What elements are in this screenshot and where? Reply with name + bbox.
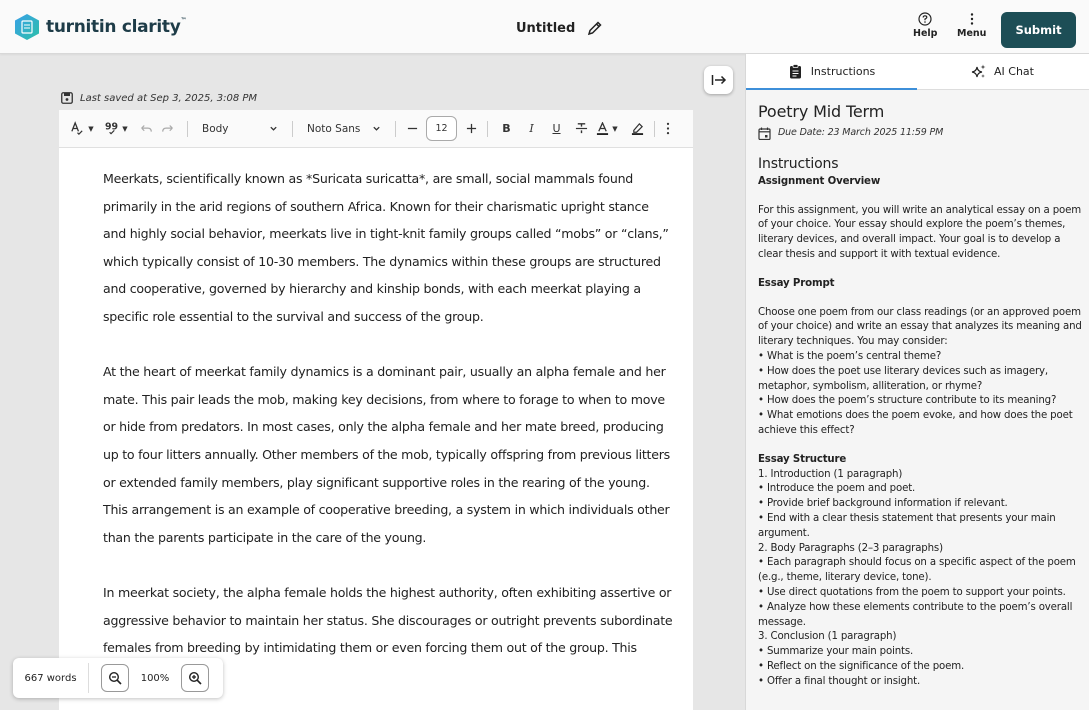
strikethrough-button[interactable] bbox=[569, 117, 594, 141]
spellcheck-icon bbox=[70, 121, 85, 136]
help-label: Help bbox=[913, 28, 938, 39]
overview-heading: Assignment Overview bbox=[758, 175, 881, 187]
structure-line: 2. Body Paragraphs (2–3 paragraphs) bbox=[758, 542, 943, 554]
collapse-panel-button[interactable] bbox=[704, 66, 733, 94]
calendar-icon bbox=[758, 127, 771, 140]
pencil-icon[interactable] bbox=[587, 20, 603, 36]
structure-line: • Offer a final thought or insight. bbox=[758, 675, 921, 687]
menu-button[interactable] bbox=[957, 12, 986, 39]
essay-body[interactable] bbox=[103, 165, 673, 689]
panel-tabs bbox=[746, 54, 1089, 90]
caret-down-icon: ▼ bbox=[612, 124, 618, 133]
save-icon bbox=[61, 92, 73, 104]
structure-heading: Essay Structure bbox=[758, 453, 847, 465]
divider bbox=[88, 663, 89, 693]
bold-icon: B bbox=[502, 122, 511, 135]
due-date-text: Due Date: 23 March 2025 11:59 PM bbox=[778, 127, 944, 138]
toolbar-divider bbox=[487, 121, 488, 137]
structure-line: • Use direct quotations from the poem to support your points. bbox=[758, 586, 1066, 598]
decrease-font-size-button[interactable] bbox=[404, 117, 420, 141]
structure-line: • Each paragraph should focus on a specific aspect of the poem (e.g., theme, literary device, tone). bbox=[758, 557, 1076, 584]
menu-label: Menu bbox=[957, 28, 987, 39]
strikethrough-icon bbox=[575, 122, 588, 135]
help-icon bbox=[918, 12, 932, 26]
toolbar-divider bbox=[187, 121, 188, 137]
top-bar bbox=[0, 0, 1089, 54]
structure-line: • Summarize your main points. bbox=[758, 646, 914, 658]
chevron-down-icon bbox=[269, 124, 278, 133]
zoom-out-button[interactable] bbox=[101, 664, 129, 692]
prompt-heading: Essay Prompt bbox=[758, 277, 835, 289]
text-style-dropdown[interactable] bbox=[196, 117, 278, 141]
italic-button[interactable] bbox=[519, 117, 544, 141]
undo-icon bbox=[139, 122, 153, 136]
toolbar-divider bbox=[292, 121, 293, 137]
zoom-controls bbox=[13, 658, 223, 698]
prompt-bullet: • What emotions does the poem evoke, and how does the poet achieve this effect? bbox=[758, 410, 1073, 436]
essay-paragraph[interactable]: At the heart of meerkat family dynamics is a dominant pair, usually an alpha female and her mate. This pair leads the mob, making key decisions, from where to forage to when to move or hide from predators. In most cases, only the alpha female and her mate breed, producing up to four litters annually. Other members of the mob, typically offspring from previous litters or extended family members, play significant supportive roles in the rearing of the young. This arrangement is an example of cooperative breeding, a system in which individuals other than the parents participate in the care of the young. bbox=[103, 364, 670, 545]
toolbar-divider bbox=[395, 121, 396, 137]
structure-line: • Analyze how these elements contribute to the poem’s overall message. bbox=[758, 601, 1073, 628]
highlighter-icon bbox=[631, 122, 644, 135]
logo-text: turnitin clarity™ bbox=[46, 17, 187, 37]
turnitin-logo-icon bbox=[13, 13, 41, 41]
font-family-value: Noto Sans bbox=[307, 122, 361, 135]
chevron-down-icon bbox=[372, 124, 381, 133]
essay-paragraph[interactable]: In meerkat society, the alpha female holds the highest authority, often exhibiting assertive or aggressive behavior to maintain her status. She discourages or outright prevents subordinate females from breeding by intimidating them or even forcing them out of the group. This bbox=[103, 584, 673, 656]
document-title-text[interactable]: Untitled bbox=[516, 20, 576, 36]
highlight-button[interactable] bbox=[624, 117, 650, 141]
kebab-menu-icon bbox=[965, 12, 979, 26]
last-saved-text: Last saved at Sep 3, 2025, 3:08 PM bbox=[80, 92, 258, 104]
underline-icon: U bbox=[552, 122, 561, 135]
due-date bbox=[758, 126, 1083, 141]
prompt-bullet: • How does the poem’s structure contribute to its meaning? bbox=[758, 395, 1057, 407]
instructions-content bbox=[758, 102, 1083, 690]
tab-label: Instructions bbox=[810, 65, 876, 78]
plus-icon bbox=[466, 123, 477, 134]
side-panel bbox=[745, 54, 1089, 710]
tab-ai-chat[interactable] bbox=[917, 54, 1088, 89]
structure-line: • Reflect on the significance of the poem. bbox=[758, 660, 965, 672]
instructions-heading: Instructions bbox=[758, 155, 839, 172]
bold-button[interactable] bbox=[494, 117, 519, 141]
undo-button[interactable] bbox=[135, 117, 157, 141]
structure-line: • Provide brief background information if relevant. bbox=[758, 498, 1008, 510]
prompt-bullet: • How does the poet use literary devices such as imagery, metaphor, symbolism, alliteration, or rhyme? bbox=[758, 365, 1048, 392]
citation-button[interactable] bbox=[103, 117, 129, 141]
text-color-icon bbox=[596, 122, 609, 135]
sparkles-icon bbox=[971, 64, 986, 79]
zoom-in-button[interactable] bbox=[181, 664, 209, 692]
tab-instructions[interactable] bbox=[746, 54, 917, 89]
italic-icon: I bbox=[529, 122, 534, 135]
increase-font-size-button[interactable] bbox=[463, 117, 479, 141]
quote-check-icon bbox=[104, 121, 119, 136]
prompt-text: Choose one poem from our class readings (or an approved poem of your choice) and write an essay that analyzes its meaning and literary techniques. You may consider: bbox=[758, 306, 1082, 348]
kebab-menu-icon bbox=[666, 122, 670, 135]
editor-toolbar bbox=[59, 110, 693, 148]
caret-down-icon: ▼ bbox=[88, 124, 94, 133]
structure-line: • Introduce the poem and poet. bbox=[758, 483, 916, 495]
svg-text:99: 99 bbox=[105, 121, 119, 133]
overview-text: For this assignment, you will write an analytical essay on a poem of your choice. Your essay should explore the poem’s themes, literary devices, and overall impact. Your goal is to develop a clear thesis and support it with textual evidence. bbox=[758, 204, 1082, 260]
font-family-dropdown[interactable] bbox=[301, 117, 381, 141]
assignment-title: Poetry Mid Term bbox=[758, 102, 885, 121]
structure-line: • End with a clear thesis statement that presents your main argument. bbox=[758, 512, 1056, 539]
logo[interactable] bbox=[13, 13, 186, 41]
document-title[interactable] bbox=[516, 20, 603, 36]
submit-button[interactable]: Submit bbox=[1001, 12, 1076, 48]
essay-paragraph[interactable]: Meerkats, scientifically known as *Suricata suricatta*, are small, social mammals found primarily in the arid regions of southern Africa. Known for their charismatic upright stance and highly social behavior, meerkats live in tight-knit family groups called “mobs” or “clans,” which typically consist of 10-30 members. The dynamics within these groups are structured and cooperative, governed by hierarchy and kinship bonds, with each meerkat playing a specific role essential to the survival and success of the group. bbox=[103, 171, 669, 324]
text-style-value: Body bbox=[202, 122, 229, 135]
help-button[interactable] bbox=[913, 12, 937, 39]
zoom-in-icon bbox=[188, 671, 202, 685]
structure-line: 3. Conclusion (1 paragraph) bbox=[758, 631, 897, 643]
font-size-input[interactable]: 12 bbox=[426, 116, 457, 141]
more-options-button[interactable] bbox=[661, 117, 675, 141]
tab-label: AI Chat bbox=[994, 65, 1034, 78]
redo-icon bbox=[161, 122, 175, 136]
prompt-bullet: • What is the poem’s central theme? bbox=[758, 350, 942, 362]
underline-button[interactable] bbox=[544, 117, 569, 141]
caret-down-icon: ▼ bbox=[122, 124, 128, 133]
word-count: 667 words bbox=[24, 672, 77, 684]
text-color-button[interactable] bbox=[594, 117, 620, 141]
clipboard-icon bbox=[788, 64, 803, 79]
arrow-right-to-bar-icon bbox=[711, 73, 727, 87]
document-page[interactable] bbox=[59, 148, 693, 710]
zoom-out-icon bbox=[108, 671, 122, 685]
toolbar-divider bbox=[654, 121, 655, 137]
last-saved-status bbox=[61, 92, 257, 104]
spellcheck-button[interactable] bbox=[69, 117, 95, 141]
minus-icon bbox=[407, 123, 418, 134]
redo-button[interactable] bbox=[157, 117, 179, 141]
structure-line: 1. Introduction (1 paragraph) bbox=[758, 468, 903, 480]
zoom-level: 100% bbox=[140, 672, 170, 684]
